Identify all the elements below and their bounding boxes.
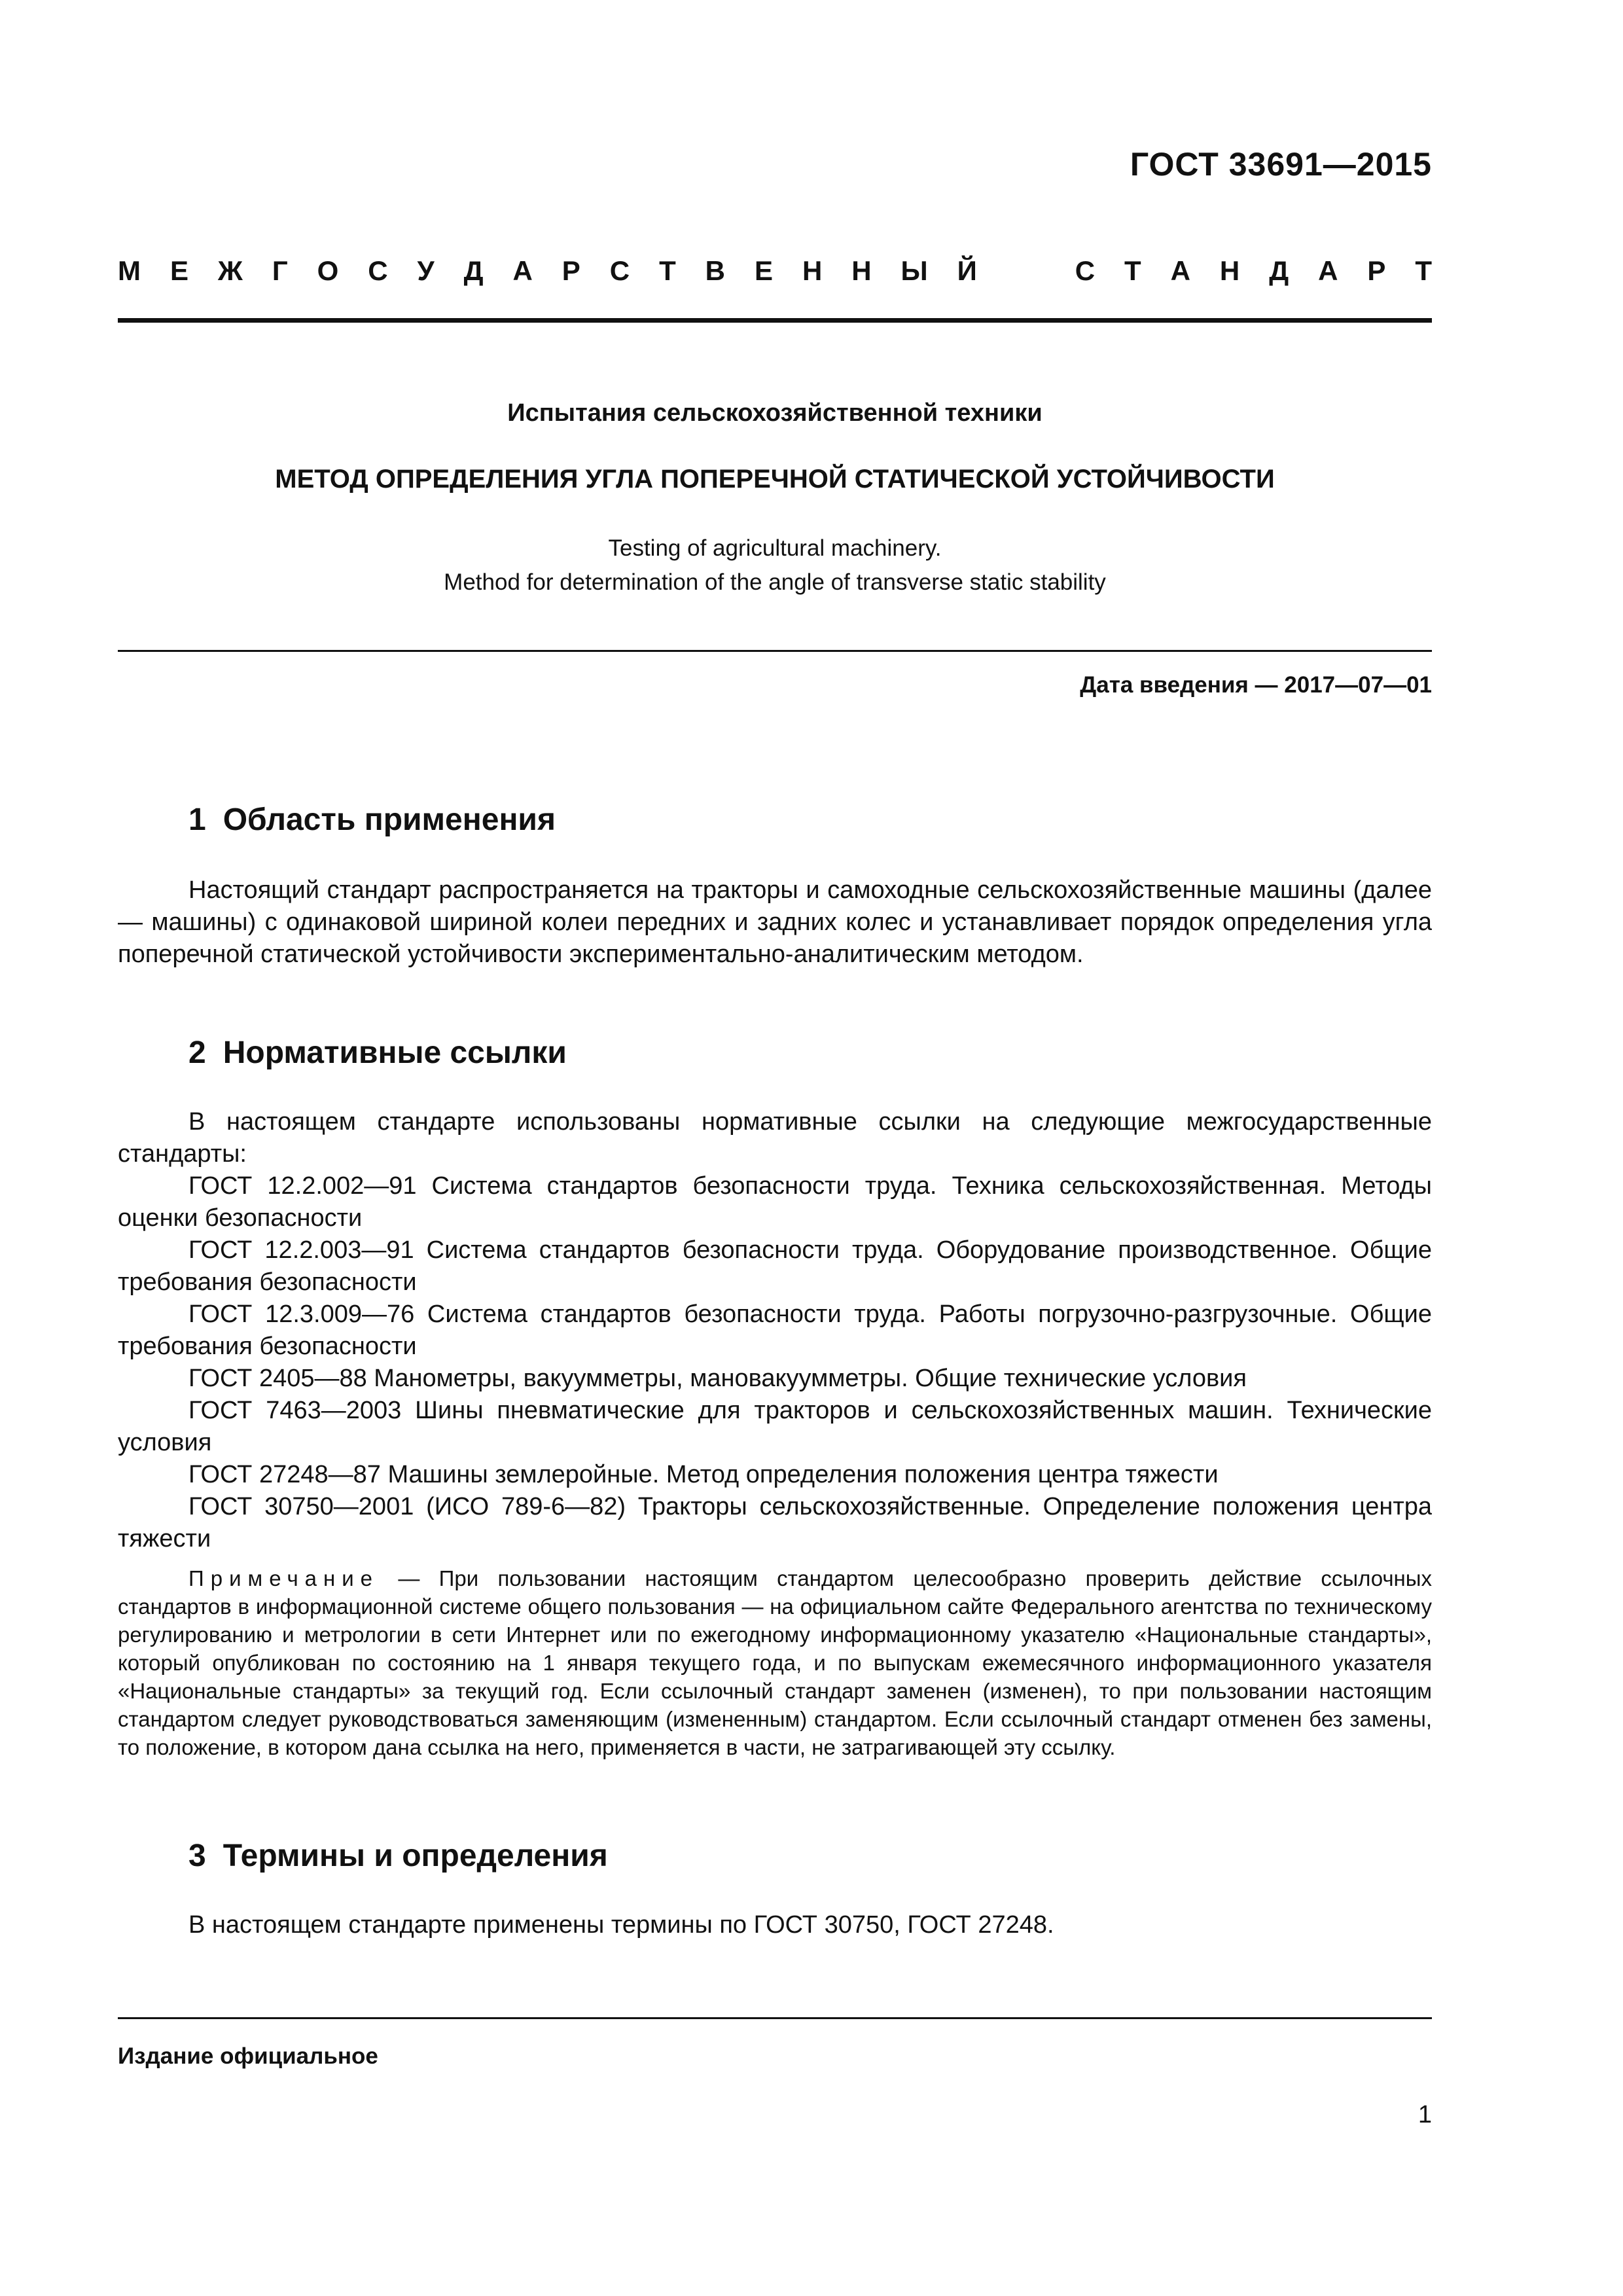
section-1-heading [188,802,556,838]
interstate-standard-heading: М Е Ж Г О С У Д А Р С Т В Е Н Н Ы Й С Т А Н Д А Р Т [118,255,1432,286]
reference-item: ГОСТ 30750—2001 (ИСО 789-6—82) Тракторы сельскохозяйственные. Определение положения центра тяжести [118,1493,1432,1552]
title-en-line1: Testing of agricultural machinery. [608,535,942,561]
section-number: 3 [188,1839,206,1873]
reference-item: ГОСТ 27248—87 Машины землеройные. Метод определения положения центра тяжести [188,1461,1219,1488]
reference-item: ГОСТ 12.2.003—91 Система стандартов безопасности труда. Оборудование производственное. Общие требования безопасности [118,1236,1432,1296]
reference-item: ГОСТ 12.3.009—76 Система стандартов безопасности труда. Работы погрузочно-разгрузочные. Общие требования безопасности [118,1300,1432,1360]
section-2-heading [188,1035,567,1071]
header-rule [118,318,1432,323]
title-ru-line2: МЕТОД ОПРЕДЕЛЕНИЯ УГЛА ПОПЕРЕЧНОЙ СТАТИЧЕСКОЙ УСТОЙЧИВОСТИ [275,465,1275,493]
section-3-heading [188,1838,608,1874]
section-title: Область применения [223,802,556,837]
official-edition-label: Издание официальное [118,2043,378,2069]
note-label: Примечание [188,1566,380,1590]
reference-item: ГОСТ 12.2.002—91 Система стандартов безопасности труда. Техника сельскохозяйственная. Методы оценки безопасности [118,1172,1432,1232]
section-2-intro: В настоящем стандарте использованы нормативные ссылки на следующие межгосударственные стандарты: [118,1108,1432,1168]
introduction-date: Дата введения — 2017—07—01 [1080,672,1432,698]
title-en-line2: Method for determination of the angle of transverse static stability [444,569,1106,595]
document-code: ГОСТ 33691—2015 [1130,146,1432,183]
title-ru-line1: Испытания сельскохозяйственной техники [507,399,1043,427]
title-rule [118,650,1432,652]
note-paragraph [118,1564,1432,1761]
section-number: 1 [188,802,206,837]
section-title: Термины и определения [223,1839,608,1873]
reference-item: ГОСТ 7463—2003 Шины пневматические для тракторов и сельскохозяйственных машин. Технические условия [118,1397,1432,1456]
note-text: — При пользовании настоящим стандартом целесообразно проверить действие ссылочных стандартов в информационной системе общего пользования — на официальном сайте Федерального агентства по техническому регулированию и метрологии в сети Интернет или по ежегодному информационному указателю «Национальные стандарты», который опубликован по состоянию на 1 января текущего года, и по выпускам ежемесячного информационного указателя «Национальные стандарты» за текущий год. Если ссылочный стандарт заменен (изменен), то при пользовании настоящим стандартом следует руководствоваться заменяющим (измененным) стандартом. Если ссылочный стандарт отменен без замены, то положение, в котором дана ссылка на него, применяется в части, не затрагивающей эту ссылку. [118,1566,1432,1759]
reference-item: ГОСТ 2405—88 Манометры, вакуумметры, мановакуумметры. Общие технические условия [188,1365,1247,1392]
page-number: 1 [1418,2101,1432,2128]
normative-references-list [118,1170,1432,1555]
section-number: 2 [188,1035,206,1070]
section-title: Нормативные ссылки [223,1035,567,1070]
footer-rule [118,2017,1432,2019]
title-en [118,531,1432,600]
section-3-text: В настоящем стандарте применены термины по ГОСТ 30750, ГОСТ 27248. [188,1911,1054,1939]
section-1-text: Настоящий стандарт распространяется на тракторы и самоходные сельскохозяйственные машины (далее — машины) с одинаковой шириной колеи передних и задних колес и устанавливает порядок определения угла поперечной статической устойчивости экспериментально-аналитическим методом. [118,876,1432,968]
